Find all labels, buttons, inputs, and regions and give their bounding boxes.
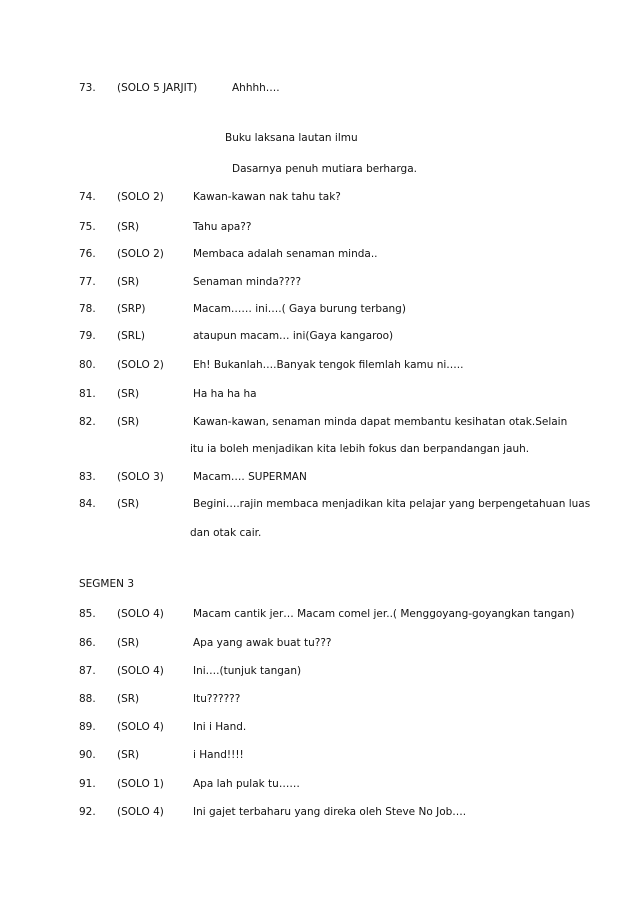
- line-number: 87.: [79, 665, 96, 677]
- line-number: 78.: [79, 303, 96, 315]
- dialogue: Begini….rajin membaca menjadikan kita pelajar yang berpengetahuan luas: [193, 498, 591, 510]
- line-number: 80.: [79, 359, 96, 371]
- speaker: (SOLO 2): [117, 248, 164, 260]
- line-number: 88.: [79, 693, 96, 705]
- dialogue: Ini….(tunjuk tangan): [193, 665, 302, 677]
- speaker: (SOLO 2): [117, 359, 164, 371]
- speaker: (SOLO 3): [117, 471, 164, 483]
- line-number: 85.: [79, 608, 96, 620]
- line-number: 84.: [79, 498, 96, 510]
- dialogue: Kawan-kawan, senaman minda dapat membantu kesihatan otak.Selain: [193, 416, 568, 428]
- speaker: (SRP): [117, 303, 146, 315]
- dialogue: Kawan-kawan nak tahu tak?: [193, 191, 341, 203]
- dialogue: Membaca adalah senaman minda..: [193, 248, 378, 260]
- speaker: (SR): [117, 388, 140, 400]
- speaker: (SOLO 2): [117, 191, 164, 203]
- dialogue: Ahhhh….: [232, 82, 280, 94]
- line-number: 83.: [79, 471, 96, 483]
- dialogue: Ini i Hand.: [193, 721, 247, 733]
- dialogue: Ini gajet terbaharu yang direka oleh Steve No Job….: [193, 806, 467, 818]
- line-number: 91.: [79, 778, 96, 790]
- line-number: 76.: [79, 248, 96, 260]
- speaker: (SRL): [117, 330, 146, 342]
- dialogue-continuation: itu ia boleh menjadikan kita lebih fokus dan berpandangan jauh.: [190, 443, 530, 455]
- dialogue: Macam…… ini….( Gaya burung terbang): [193, 303, 406, 315]
- line-number: 74.: [79, 191, 96, 203]
- dialogue: Itu??????: [193, 693, 241, 705]
- line-number: 77.: [79, 276, 96, 288]
- speaker: (SOLO 1): [117, 778, 164, 790]
- dialogue: i Hand!!!!: [193, 749, 244, 761]
- line-number: 90.: [79, 749, 96, 761]
- dialogue: Senaman minda????: [193, 276, 302, 288]
- speaker: (SOLO 4): [117, 721, 164, 733]
- line-number: 81.: [79, 388, 96, 400]
- speaker: (SR): [117, 637, 140, 649]
- speaker: (SR): [117, 749, 140, 761]
- dialogue: Apa lah pulak tu……: [193, 778, 300, 790]
- dialogue: Buku laksana lautan ilmu: [225, 132, 358, 144]
- line-number: 92.: [79, 806, 96, 818]
- dialogue: ataupun macam… ini(Gaya kangaroo): [193, 330, 394, 342]
- line-number: 82.: [79, 416, 96, 428]
- dialogue-continuation: dan otak cair.: [190, 527, 262, 539]
- speaker: (SR): [117, 276, 140, 288]
- speaker: (SR): [117, 221, 140, 233]
- line-number: 79.: [79, 330, 96, 342]
- dialogue: Eh! Bukanlah….Banyak tengok filemlah kamu ni…..: [193, 359, 464, 371]
- speaker: (SR): [117, 498, 140, 510]
- speaker: (SR): [117, 693, 140, 705]
- speaker: (SOLO 4): [117, 608, 164, 620]
- dialogue: Apa yang awak buat tu???: [193, 637, 332, 649]
- line-number: 75.: [79, 221, 96, 233]
- speaker: (SOLO 4): [117, 806, 164, 818]
- speaker: (SOLO 4): [117, 665, 164, 677]
- dialogue: Dasarnya penuh mutiara berharga.: [232, 163, 417, 175]
- dialogue: Ha ha ha ha: [193, 388, 257, 400]
- line-number: 86.: [79, 637, 96, 649]
- section-heading: SEGMEN 3: [79, 578, 135, 590]
- line-number: 73.: [79, 82, 96, 94]
- speaker: (SOLO 5 JARJIT): [117, 82, 198, 94]
- line-number: 89.: [79, 721, 96, 733]
- speaker: (SR): [117, 416, 140, 428]
- dialogue: Tahu apa??: [193, 221, 252, 233]
- dialogue: Macam cantik jer… Macam comel jer..( Menggoyang-goyangkan tangan): [193, 608, 575, 620]
- dialogue: Macam…. SUPERMAN: [193, 471, 307, 483]
